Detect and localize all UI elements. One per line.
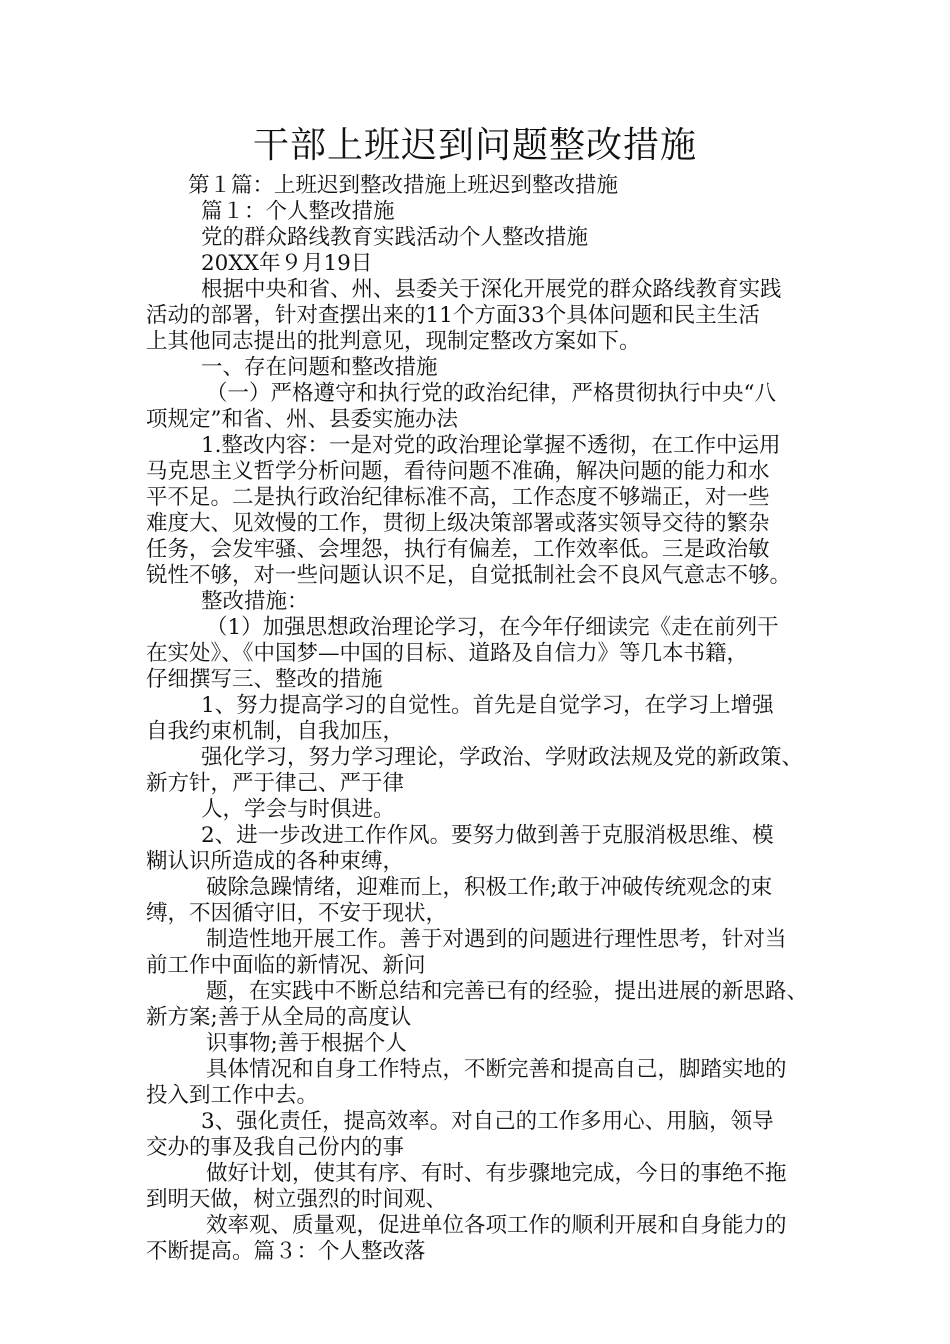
text-line: 2、进一步改进工作作风。要努力做到善于克服消极思维、模 bbox=[201, 823, 774, 848]
text-line: 平不足。二是执行政治纪律标准不高，工作态度不够端正，对一些 bbox=[146, 485, 770, 510]
text-line: 不断提高。篇３：个人整改落 bbox=[146, 1239, 426, 1264]
text-line: 制造性地开展工作。善于对遇到的问题进行理性思考，针对当 bbox=[206, 927, 787, 952]
text-line: 题，在实践中不断总结和完善已有的经验，提出进展的新思路、 bbox=[206, 979, 809, 1004]
text-line: 投入到工作中去。 bbox=[146, 1083, 319, 1108]
text-line: 糊认识所造成的各种束缚， bbox=[146, 849, 405, 874]
text-line: 20XX年９月19日 bbox=[201, 251, 373, 276]
text-line: 1.整改内容：一是对党的政治理论掌握不透彻，在工作中运用 bbox=[201, 433, 781, 458]
text-line: 识事物;善于根据个人 bbox=[206, 1031, 407, 1056]
text-line: 做好计划，使其有序、有时、有步骤地完成，今日的事绝不拖 bbox=[206, 1161, 787, 1186]
text-line: 难度大、见效慢的工作，贯彻上级决策部署或落实领导交待的繁杂 bbox=[146, 511, 770, 536]
text-line: 马克思主义哲学分析问题，看待问题不准确，解决问题的能力和水 bbox=[146, 459, 770, 484]
text-line: 到明天做，树立强烈的时间观、 bbox=[146, 1187, 448, 1212]
text-line: 前工作中面临的新情况、新问 bbox=[146, 953, 426, 978]
text-line: 篇１：个人整改措施 bbox=[201, 199, 395, 224]
text-line: （1）加强思想政治理论学习，在今年仔细读完《走在前列干 bbox=[206, 615, 779, 640]
document-body bbox=[146, 173, 822, 1265]
text-line: 3、强化责任，提高效率。对自己的工作多用心、用脑，领导 bbox=[201, 1109, 774, 1134]
text-line: 强化学习，努力学习理论，学政治、学财政法规及党的新政策、 bbox=[201, 745, 804, 770]
text-line: 自我约束机制，自我加压， bbox=[146, 719, 405, 744]
text-line: 缚，不因循守旧，不安于现状， bbox=[146, 901, 448, 926]
text-line: 交办的事及我自己份内的事 bbox=[146, 1135, 405, 1160]
text-line: 在实处》、《中国梦—中国的目标、道路及自信力》等几本书籍， bbox=[146, 641, 749, 666]
document-title: 干部上班迟到问题整改措施 bbox=[252, 125, 697, 166]
text-line: 仔细撰写三、整改的措施 bbox=[146, 667, 383, 692]
text-line: 1、努力提高学习的自觉性。首先是自觉学习，在学习上增强 bbox=[201, 693, 774, 718]
text-line: 党的群众路线教育实践活动个人整改措施 bbox=[201, 225, 589, 250]
text-line: 效率观、质量观，促进单位各项工作的顺利开展和自身能力的 bbox=[206, 1213, 787, 1238]
text-line: 破除急躁情绪，迎难而上，积极工作;敢于冲破传统观念的束 bbox=[206, 875, 773, 900]
text-line: 人，学会与时俱进。 bbox=[201, 797, 395, 822]
text-line: 整改措施： bbox=[201, 589, 309, 614]
text-line: 具体情况和自身工作特点，不断完善和提高自己，脚踏实地的 bbox=[206, 1057, 787, 1082]
text-line: 项规定”和省、州、县委实施办法 bbox=[146, 407, 458, 432]
text-line: 活动的部署，针对查摆出来的11个方面33个具体问题和民主生活 bbox=[146, 303, 760, 328]
text-line: 任务，会发牢骚、会埋怨，执行有偏差，工作效率低。三是政治敏 bbox=[146, 537, 770, 562]
text-line: 上其他同志提出的批判意见，现制定整改方案如下。 bbox=[146, 329, 641, 354]
text-line: 新方案;善于从全局的高度认 bbox=[146, 1005, 412, 1030]
text-line: （一）严格遵守和执行党的政治纪律，严格贯彻执行中央“八 bbox=[206, 381, 776, 406]
text-line: 根据中央和省、州、县委关于深化开展党的群众路线教育实践 bbox=[201, 277, 782, 302]
text-line: 第１篇：上班迟到整改措施上班迟到整改措施 bbox=[188, 173, 619, 198]
text-line: 新方针，严于律己、严于律 bbox=[146, 771, 405, 796]
text-line: 一、存在问题和整改措施 bbox=[201, 355, 438, 380]
text-line: 锐性不够，对一些问题认识不足，自觉抵制社会不良风气意志不够。 bbox=[146, 563, 792, 588]
